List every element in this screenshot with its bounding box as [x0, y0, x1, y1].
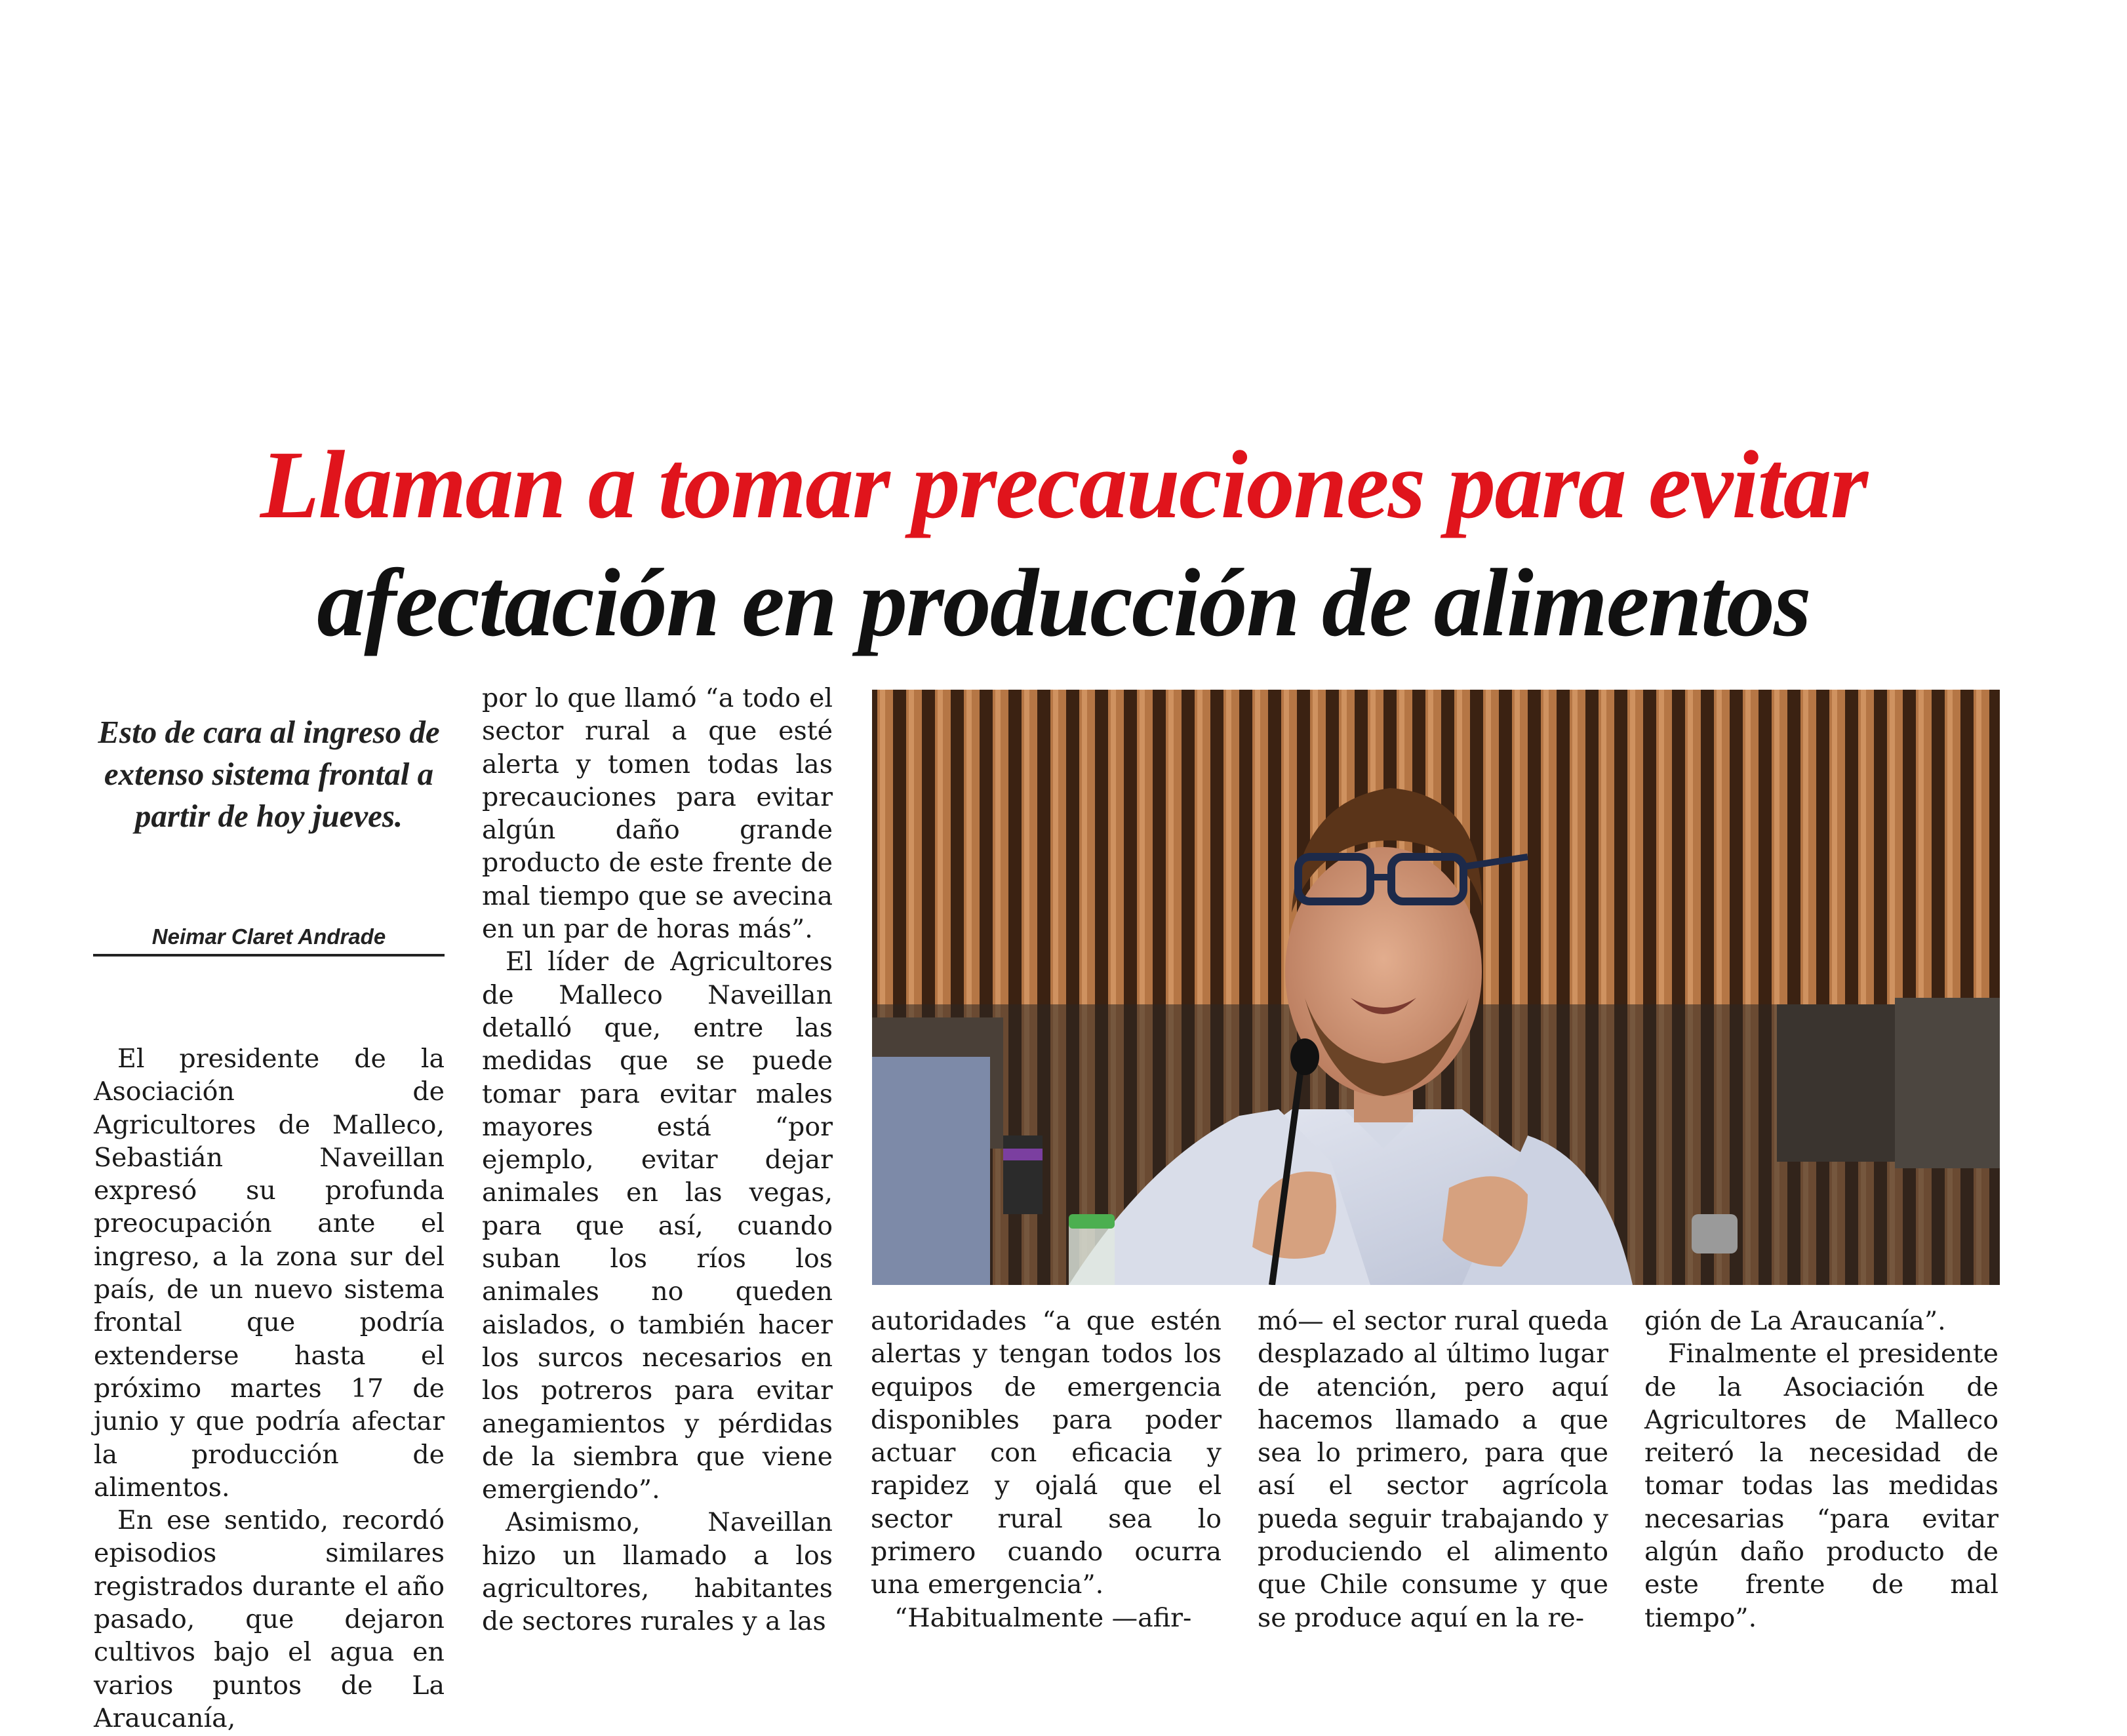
paragraph: El presidente de la Asociación de Agricultores de Malleco, Sebastián Naveillan expresó su profunda preocupación ante el ingreso, a la zona sur del país, de un nuevo sistema frontal que podría extenderse hasta el próximo martes 17 de junio y que podría afectar la producción de alimentos.: [94, 1044, 445, 1503]
text-column-1: [94, 1042, 445, 1735]
paragraph: El líder de Agricultores de Malleco Naveillan detalló que, entre las medidas que se puede tomar para evitar males mayores está “por ejemplo, evitar dejar animales en las vegas, para que así, cuando suban los ríos los animales no queden aislados, o también hacer los surcos necesarios en los potreros para evitar anegamientos y pérdidas de la siembra que viene emergiendo”.: [482, 947, 833, 1505]
headline-line-1: Llaman a tomar precauciones para evitar: [260, 431, 1867, 539]
byline: Neimar Claret Andrade: [93, 921, 445, 957]
text-column-3: [871, 1305, 1222, 1634]
paragraph: mó— el sector rural queda desplazado al último lugar de atención, pero aquí hacemos llamado a que sea lo primero, para que así el sector agrícola pueda seguir trabajando y produciendo el alimento que Chile consume y que se produce aquí en la re-: [1258, 1306, 1608, 1633]
paragraph: Finalmente el presidente de la Asociación de Agricultores de Malleco reiteró la necesidad de tomar todas las medidas necesarias “para evitar algún daño producto de este frente de mal tiempo”.: [1644, 1339, 1998, 1633]
text-column-2: [482, 682, 833, 1638]
paragraph: “Habitualmente —afir-: [894, 1602, 1192, 1633]
paragraph: por lo que llamó “a todo el sector rural a que esté alerta y tomen todas las precauciones para evitar algún daño grande producto de este frente de mal tiempo que se avecina en un par de horas más”.: [482, 683, 833, 945]
speaker-photo: [872, 690, 2000, 1285]
paragraph: En ese sentido, recordó episodios similares registrados durante el año pasado, que dejaron cultivos bajo el agua en varios puntos de La Araucanía,: [94, 1505, 445, 1733]
headline-line-2: afectación en producción de alimentos: [317, 549, 1810, 657]
paragraph: Asimismo, Naveillan hizo un llamado a los agricultores, habitantes de sectores rurales y a las: [482, 1507, 833, 1637]
text-column-5: [1644, 1305, 1998, 1634]
article-lead: Esto de cara al ingreso de extenso sistema frontal a partir de hoy jueves.: [98, 714, 440, 834]
paragraph: autoridades “a que estén alertas y tengan todos los equipos de emergencia disponibles para poder actuar con eficacia y rapidez y ojalá que el sector rural sea lo primero cuando ocurra una emergencia”.: [871, 1306, 1222, 1600]
speaker-at-microphone-photo: [872, 690, 2000, 1285]
text-column-4: [1258, 1305, 1608, 1634]
paragraph: gión de La Araucanía”.: [1644, 1306, 1946, 1336]
